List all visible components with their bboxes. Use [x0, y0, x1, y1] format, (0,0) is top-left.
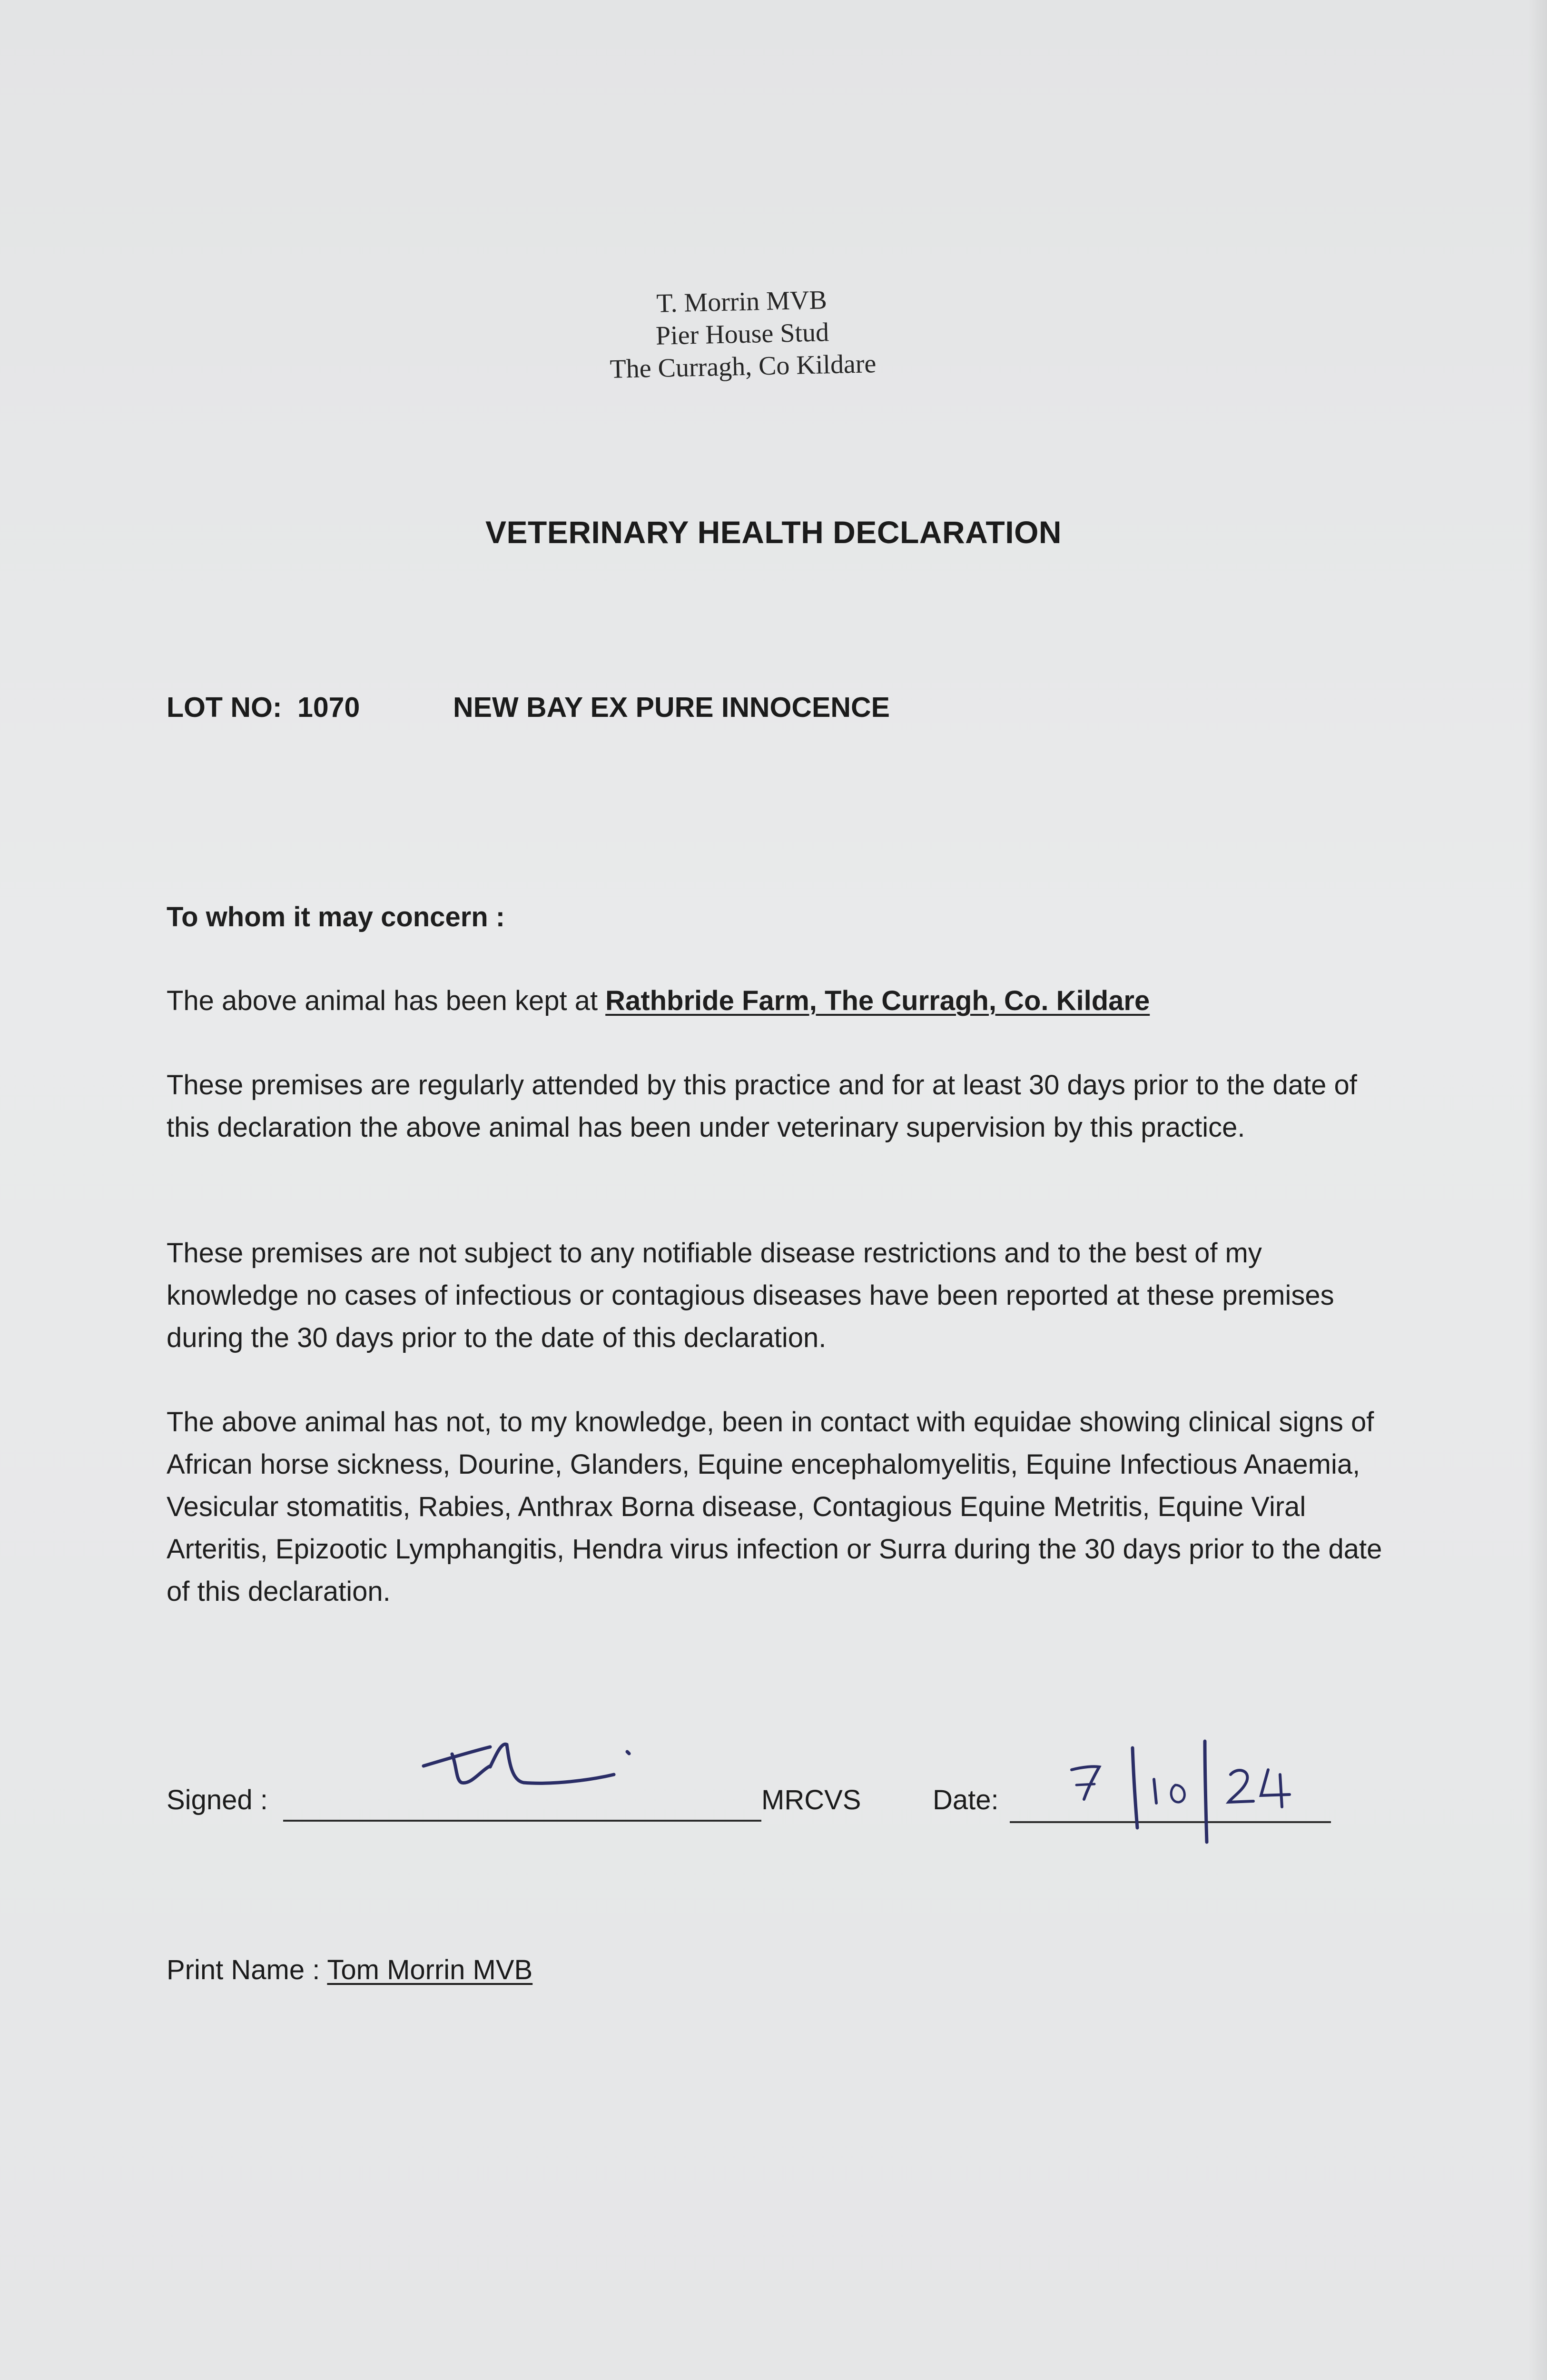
contact-paragraph — [167, 1401, 1385, 1613]
paragraph-1: These premises are regularly attended by this practice and for at least 30 days prior to the date of this declaration the above animal has been under veterinary supervision by this practice. — [167, 1070, 1357, 1143]
signed-label: Signed : — [167, 1785, 268, 1815]
restrictions-paragraph — [167, 1232, 1385, 1359]
lot-description: NEW BAY EX PURE INNOCENCE — [453, 692, 890, 723]
handwritten-date — [1023, 1714, 1318, 1856]
letterhead-stud: Pier House Stud — [655, 317, 829, 351]
letterhead-address: The Curragh, Co Kildare — [609, 349, 877, 384]
supervision-paragraph — [167, 1064, 1385, 1149]
salutation: To whom it may concern : — [167, 902, 505, 932]
date-label: Date: — [933, 1785, 999, 1815]
handwritten-signature — [419, 1733, 666, 1804]
lot-number: 1070 — [297, 692, 360, 723]
letterhead — [561, 282, 924, 387]
mrcvs-label: MRCVS — [761, 1785, 861, 1815]
kept-at-text: The above animal has been kept at — [167, 985, 606, 1016]
letterhead-name: T. Morrin MVB — [656, 285, 828, 318]
kept-at-statement — [167, 980, 1385, 1022]
paragraph-3: The above animal has not, to my knowledge, been in contact with equidae showing clinical signs of African horse sickness, Dourine, Glanders, Equine encephalomyelitis, Equine Infectious Anaemia, Vesicular stomatitis, Rabies, Anthrax Borna disease, Contagious Equine Metritis, Equine Viral Arteritis, Epizootic Lymphangitis, Hendra virus infection or Surra during the 30 days prior to the date of this declaration. — [167, 1407, 1382, 1607]
lot-label: LOT NO: — [167, 692, 282, 723]
kept-at-location: Rathbride Farm, The Curragh, Co. Kildare — [605, 985, 1150, 1016]
signature-line — [283, 1820, 761, 1822]
print-name-label: Print Name : — [167, 1954, 327, 1985]
document-title: VETERINARY HEALTH DECLARATION — [485, 515, 1062, 550]
print-name-value: Tom Morrin MVB — [327, 1954, 533, 1985]
print-name — [167, 1954, 532, 1986]
paragraph-2: These premises are not subject to any notifiable disease restrictions and to the best of my knowledge no cases of infectious or contagious diseases have been reported at these premises during the 30 days prior to the date of this declaration. — [167, 1238, 1334, 1353]
page-edge-shadow — [1528, 0, 1547, 2380]
